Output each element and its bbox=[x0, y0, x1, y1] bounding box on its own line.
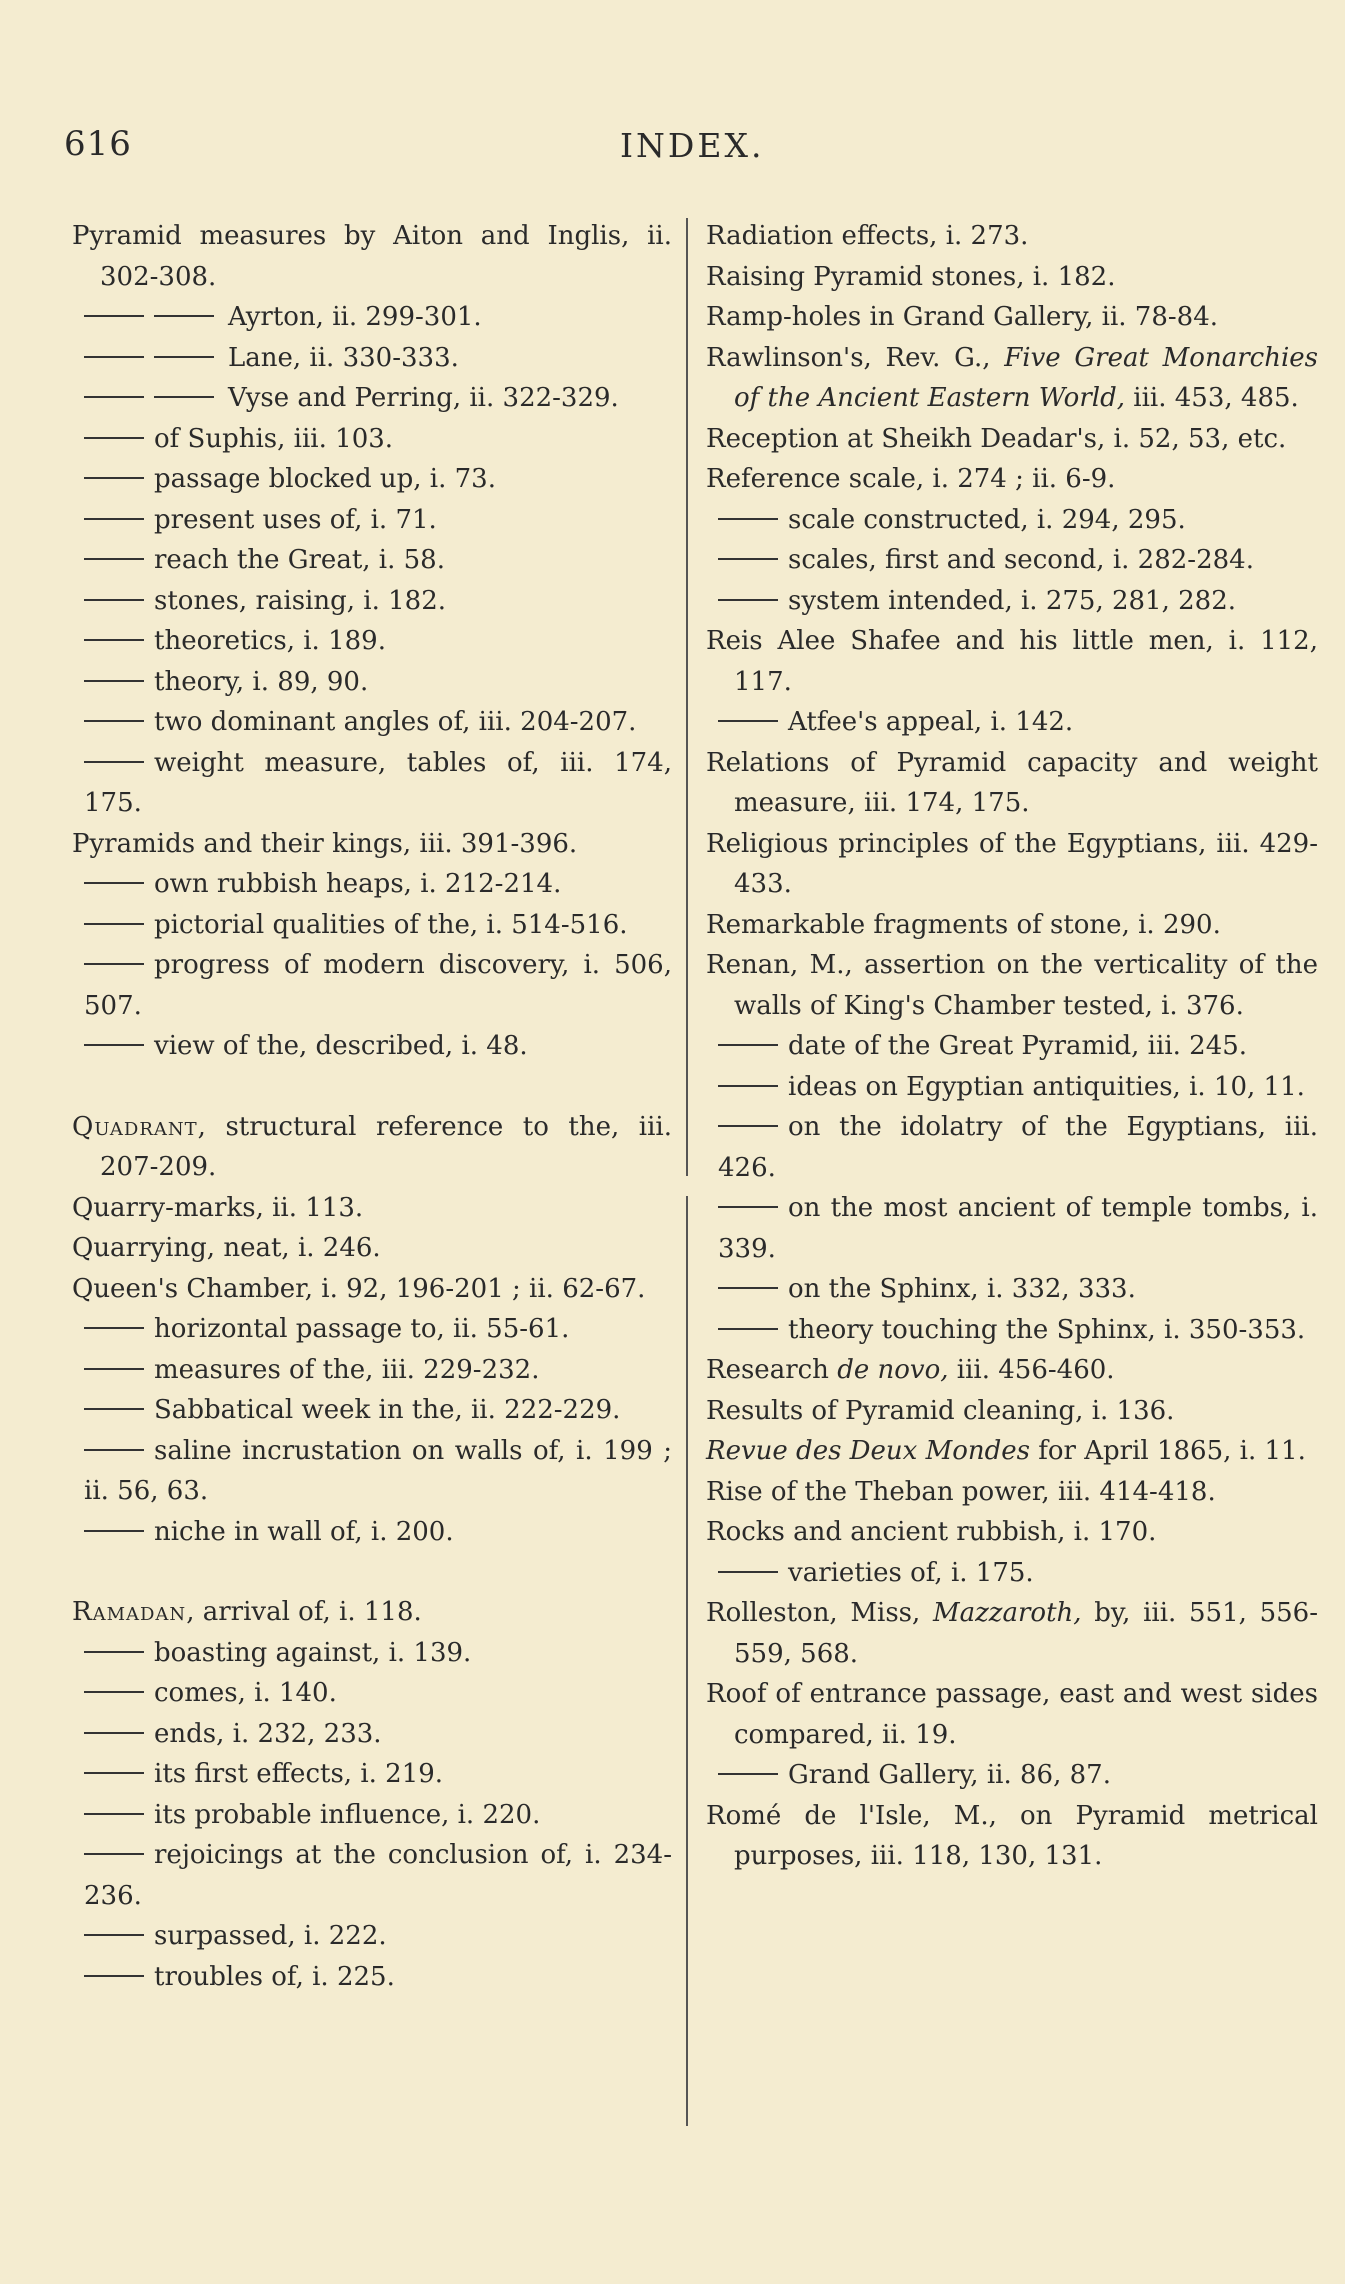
ditto-dash bbox=[84, 1772, 144, 1774]
index-subentry bbox=[72, 743, 672, 824]
index-subentry bbox=[72, 1431, 672, 1512]
ditto-dash bbox=[84, 1408, 144, 1410]
index-subentry bbox=[72, 1309, 672, 1350]
index-entry: Pyramid measures by Aiton and Inglis, ii. 302-308. bbox=[72, 221, 672, 292]
subentry-text: scales, first and second, i. 282-284. bbox=[788, 545, 1254, 575]
subentry-text: niche in wall of, i. 200. bbox=[154, 1516, 454, 1547]
index-subentry bbox=[706, 1026, 1318, 1067]
index-subentry bbox=[72, 1350, 672, 1391]
ditto-dash bbox=[718, 1125, 778, 1127]
index-subentry bbox=[706, 581, 1318, 622]
subentry-text: view of the, described, i. 48. bbox=[154, 1031, 528, 1061]
ditto-dash bbox=[718, 1044, 778, 1046]
index-entry: Reference scale, i. 274 ; ii. 6-9. bbox=[706, 464, 1116, 494]
ditto-dash bbox=[84, 437, 144, 439]
index-subentry bbox=[72, 864, 672, 905]
section-gap bbox=[72, 1552, 672, 1592]
index-subentry bbox=[72, 500, 672, 541]
subentry-text: horizontal passage to, ii. 55-61. bbox=[154, 1314, 570, 1344]
ditto-dash bbox=[84, 315, 144, 317]
index-subentry bbox=[72, 1916, 672, 1957]
entry-text: Rolleston, Miss, bbox=[706, 1598, 933, 1628]
index-subentry bbox=[706, 1067, 1318, 1108]
index-entry: Reception at Sheikh Deadar's, i. 52, 53, etc. bbox=[706, 423, 1287, 454]
ditto-dash bbox=[84, 396, 144, 398]
index-entry: Rocks and ancient rubbish, i. 170. bbox=[706, 1517, 1157, 1547]
running-head: INDEX. bbox=[620, 126, 765, 165]
subentry-text: Sabbatical week in the, ii. 222-229. bbox=[154, 1395, 621, 1425]
index-subentry bbox=[72, 540, 672, 581]
index-entry: Radiation effects, i. 273. bbox=[706, 221, 1029, 251]
index-subentry bbox=[72, 1390, 672, 1431]
subentry-text: on the Sphinx, i. 332, 333. bbox=[788, 1274, 1136, 1304]
index-subentry bbox=[706, 500, 1318, 541]
ditto-dash bbox=[84, 1327, 144, 1329]
subentry-text: date of the Great Pyramid, iii. 245. bbox=[788, 1031, 1248, 1061]
index-subentry bbox=[706, 1107, 1318, 1188]
index-entry bbox=[72, 1592, 672, 1633]
page-number: 616 bbox=[64, 124, 132, 164]
ditto-dash bbox=[718, 558, 778, 560]
index-subentry bbox=[706, 1269, 1318, 1310]
ditto-dash bbox=[718, 1206, 778, 1208]
subentry-text: system intended, i. 275, 281, 282. bbox=[788, 585, 1237, 616]
ditto-dash bbox=[718, 1773, 778, 1775]
ditto-dash bbox=[718, 1287, 778, 1289]
ditto-dash bbox=[84, 518, 144, 520]
ditto-dash bbox=[84, 1530, 144, 1532]
subentry-text: own rubbish heaps, i. 212-214. bbox=[154, 869, 562, 899]
index-subentry bbox=[706, 702, 1318, 743]
subentry-text: on the idolatry of the Egyptians, iii. 426. bbox=[718, 1112, 1318, 1183]
ditto-dash bbox=[84, 1044, 144, 1046]
subentry-text: boasting against, i. 139. bbox=[154, 1637, 472, 1668]
index-subentry bbox=[72, 1835, 672, 1916]
ditto-dash bbox=[84, 963, 144, 965]
index-entry: Reis Alee Shafee and his little men, i. 112, 117. bbox=[706, 626, 1318, 697]
ditto-dash bbox=[718, 599, 778, 601]
index-subentry bbox=[706, 1310, 1318, 1351]
subentry-text: scale constructed, i. 294, 295. bbox=[788, 504, 1186, 535]
right-column bbox=[706, 216, 1318, 1877]
index-subentry bbox=[72, 1512, 672, 1553]
entry-text: Research bbox=[706, 1355, 838, 1385]
subentry-text: theory touching the Sphinx, i. 350-353. bbox=[788, 1314, 1306, 1345]
subentry-text: reach the Great, i. 58. bbox=[154, 545, 445, 575]
journal-title: Revue des Deux Mondes bbox=[706, 1436, 1030, 1466]
ditto-dash bbox=[84, 558, 144, 560]
ditto-dash bbox=[84, 1732, 144, 1734]
ditto-dash bbox=[84, 1813, 144, 1815]
index-entry bbox=[706, 338, 1318, 419]
ditto-dash bbox=[154, 396, 214, 398]
subentry-text: measures of the, iii. 229-232. bbox=[154, 1354, 540, 1385]
subentry-text: on the most ancient of temple tombs, i. 339. bbox=[718, 1193, 1318, 1264]
subentry-text: Ayrton, ii. 299-301. bbox=[228, 302, 482, 332]
ditto-dash bbox=[718, 518, 778, 520]
entry-text: Rawlinson's, Rev. G., bbox=[706, 342, 1005, 373]
column-divider-lower bbox=[686, 1196, 688, 2126]
ditto-dash bbox=[84, 680, 144, 682]
index-subentry bbox=[706, 1188, 1318, 1269]
entry-text: , structural reference to the, iii. 207-209. bbox=[100, 1111, 672, 1182]
ditto-dash bbox=[718, 720, 778, 722]
index-subentry bbox=[72, 1673, 672, 1714]
book-title: Five Great Monarchies of the Ancient Eastern World, bbox=[734, 342, 1318, 413]
ditto-dash bbox=[84, 1691, 144, 1693]
entry-text: iii. 456-460. bbox=[948, 1355, 1115, 1385]
subentry-text: Atfee's appeal, i. 142. bbox=[788, 707, 1074, 737]
ditto-dash bbox=[84, 639, 144, 641]
ditto-dash bbox=[84, 477, 144, 479]
index-subentry bbox=[72, 662, 672, 703]
index-subentry bbox=[72, 945, 672, 1026]
ditto-dash bbox=[718, 1571, 778, 1573]
index-entry: Relations of Pyramid capacity and weight measure, iii. 174, 175. bbox=[706, 747, 1318, 818]
index-subentry bbox=[72, 378, 672, 419]
subentry-text: ends, i. 232, 233. bbox=[154, 1718, 382, 1749]
subentry-text: Grand Gallery, ii. 86, 87. bbox=[788, 1760, 1111, 1790]
index-entry bbox=[706, 1350, 1318, 1391]
ditto-dash bbox=[84, 1975, 144, 1977]
entry-text: by, iii. 551, 556-559, 568. bbox=[734, 1598, 1318, 1669]
index-subentry bbox=[72, 459, 672, 500]
subentry-text: comes, i. 140. bbox=[154, 1678, 337, 1708]
index-entry bbox=[706, 1593, 1318, 1674]
subentry-text: of Suphis, iii. 103. bbox=[154, 423, 394, 454]
index-entry: Pyramids and their kings, iii. 391-396. bbox=[72, 828, 578, 859]
subentry-text: progress of modern discovery, i. 506, 507. bbox=[84, 950, 672, 1021]
ditto-dash bbox=[84, 1853, 144, 1855]
subentry-text: ideas on Egyptian antiquities, i. 10, 11. bbox=[788, 1071, 1305, 1102]
subentry-text: troubles of, i. 225. bbox=[154, 1961, 395, 1992]
index-entry bbox=[706, 1431, 1318, 1472]
index-subentry bbox=[72, 1957, 672, 1998]
ditto-dash bbox=[84, 599, 144, 601]
index-entry: Results of Pyramid cleaning, i. 136. bbox=[706, 1395, 1175, 1426]
subentry-text: theoretics, i. 189. bbox=[154, 626, 386, 656]
italic-phrase: de novo, bbox=[837, 1355, 949, 1385]
subentry-text: Lane, ii. 330-333. bbox=[228, 342, 459, 373]
index-entry: Quarrying, neat, i. 246. bbox=[72, 1233, 381, 1263]
ditto-dash bbox=[154, 356, 214, 358]
subentry-text: pictorial qualities of the, i. 514-516. bbox=[154, 909, 628, 940]
index-subentry bbox=[72, 419, 672, 460]
ditto-dash bbox=[718, 1085, 778, 1087]
index-subentry bbox=[72, 1714, 672, 1755]
index-entry: Quarry-marks, ii. 113. bbox=[72, 1192, 364, 1223]
ditto-dash bbox=[84, 923, 144, 925]
subentry-text: rejoicings at the conclusion of, i. 234-236. bbox=[84, 1840, 672, 1911]
index-subentry bbox=[72, 905, 672, 946]
section-gap bbox=[72, 1067, 672, 1107]
index-entry: Ramp-holes in Grand Gallery, ii. 78-84. bbox=[706, 302, 1219, 332]
index-entry bbox=[72, 1107, 672, 1188]
ditto-dash bbox=[84, 356, 144, 358]
index-entry: Raising Pyramid stones, i. 182. bbox=[706, 261, 1116, 292]
index-subentry bbox=[706, 540, 1318, 581]
section-head-r: Ramadan bbox=[72, 1597, 187, 1627]
index-subentry bbox=[706, 1553, 1318, 1594]
book-title: Mazzaroth, bbox=[932, 1598, 1082, 1628]
subentry-text: Vyse and Perring, ii. 322-329. bbox=[228, 383, 619, 413]
index-entry: Romé de l'Isle, M., on Pyramid metrical purposes, iii. 118, 130, 131. bbox=[706, 1800, 1318, 1871]
index-entry: Religious principles of the Egyptians, iii. 429-433. bbox=[706, 828, 1318, 899]
subentry-text: saline incrustation on walls of, i. 199 ; ii. 56, 63. bbox=[84, 1435, 672, 1506]
index-entry: Rise of the Theban power, iii. 414-418. bbox=[706, 1476, 1216, 1507]
subentry-text: two dominant angles of, iii. 204-207. bbox=[154, 707, 637, 737]
subentry-text: its first effects, i. 219. bbox=[154, 1759, 444, 1789]
ditto-dash bbox=[718, 1328, 778, 1330]
subentry-text: surpassed, i. 222. bbox=[154, 1921, 387, 1951]
ditto-dash bbox=[84, 1449, 144, 1451]
subentry-text: stones, raising, i. 182. bbox=[154, 585, 447, 616]
ditto-dash bbox=[154, 315, 214, 317]
ditto-dash bbox=[84, 1934, 144, 1936]
section-head-q: Quadrant bbox=[72, 1111, 198, 1142]
ditto-dash bbox=[84, 1368, 144, 1370]
index-subentry bbox=[72, 702, 672, 743]
entry-text: for April 1865, i. 11. bbox=[1029, 1436, 1306, 1466]
subentry-text: present uses of, i. 71. bbox=[154, 504, 437, 535]
entry-text: iii. 453, 485. bbox=[1125, 383, 1299, 413]
index-subentry bbox=[72, 338, 672, 379]
index-subentry bbox=[72, 297, 672, 338]
ditto-dash bbox=[84, 1651, 144, 1653]
subentry-text: varieties of, i. 175. bbox=[788, 1557, 1034, 1588]
subentry-text: its probable influence, i. 220. bbox=[154, 1799, 541, 1830]
entry-text: , arrival of, i. 118. bbox=[186, 1597, 422, 1627]
index-subentry bbox=[72, 581, 672, 622]
index-entry: Queen's Chamber, i. 92, 196-201 ; ii. 62-67. bbox=[72, 1273, 646, 1304]
ditto-dash bbox=[84, 882, 144, 884]
left-column bbox=[72, 216, 672, 1997]
index-entry: Roof of entrance passage, east and west sides compared, ii. 19. bbox=[706, 1679, 1318, 1750]
index-subentry bbox=[72, 1754, 672, 1795]
index-entry: Renan, M., assertion on the verticality of the walls of King's Chamber tested, i. 376. bbox=[706, 950, 1318, 1021]
subentry-text: passage blocked up, i. 73. bbox=[154, 464, 496, 494]
index-subentry bbox=[706, 1755, 1318, 1796]
ditto-dash bbox=[84, 720, 144, 722]
index-entry: Remarkable fragments of stone, i. 290. bbox=[706, 909, 1221, 940]
index-subentry bbox=[72, 1633, 672, 1674]
index-subentry bbox=[72, 621, 672, 662]
column-divider-upper bbox=[686, 218, 688, 1176]
subentry-text: weight measure, tables of, iii. 174, 175. bbox=[84, 747, 672, 818]
subentry-text: theory, i. 89, 90. bbox=[154, 666, 369, 697]
index-subentry bbox=[72, 1026, 672, 1067]
ditto-dash bbox=[84, 761, 144, 763]
index-subentry bbox=[72, 1795, 672, 1836]
